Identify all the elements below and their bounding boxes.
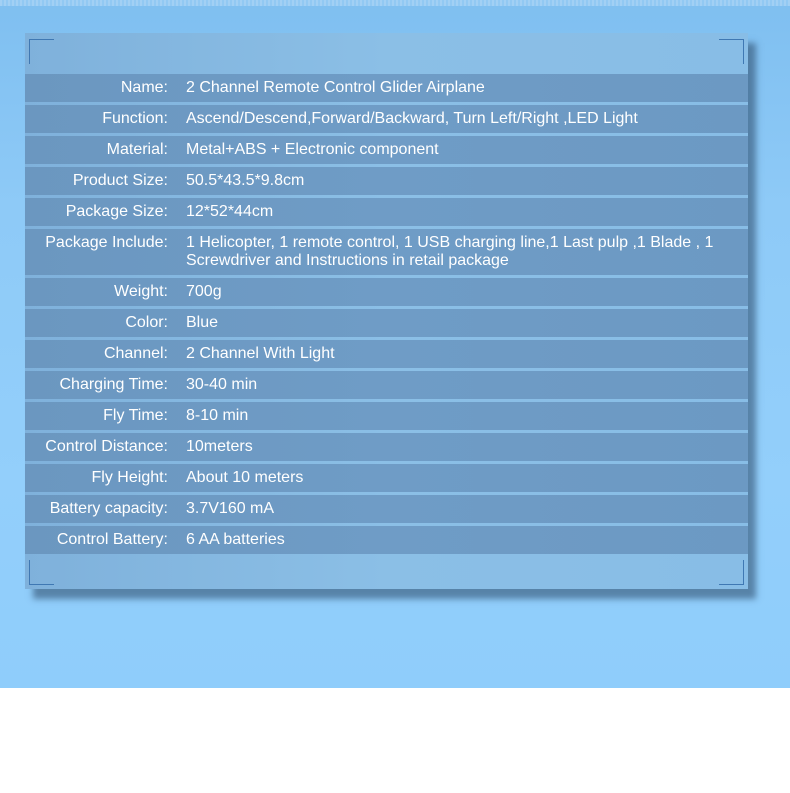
spec-label: Package Include: (45, 234, 168, 251)
spec-row-control-distance (25, 433, 748, 461)
spec-row-product-size (25, 167, 748, 195)
spec-row-color (25, 309, 748, 337)
spec-label: Control Battery: (56, 531, 168, 548)
spec-row-channel (25, 340, 748, 368)
spec-panel (25, 33, 748, 589)
spec-label: Function: (102, 110, 168, 127)
spec-value: Blue (186, 314, 219, 331)
spec-value: 2 Channel Remote Control Glider Airplane (186, 79, 485, 96)
spec-row-charging-time (25, 371, 748, 399)
spec-value: 3.7V160 mA (186, 500, 275, 517)
spec-label: Battery capacity: (49, 500, 168, 517)
top-stripe (0, 0, 790, 6)
spec-row-fly-time (25, 402, 748, 430)
corner-bracket-top-left (29, 39, 54, 64)
spec-value: 50.5*43.5*9.8cm (186, 172, 305, 189)
spec-value: 700g (186, 283, 222, 300)
corner-bracket-bottom-right (719, 560, 744, 585)
corner-bracket-bottom-left (29, 560, 54, 585)
spec-label: Material: (106, 141, 168, 158)
spec-row-weight (25, 278, 748, 306)
spec-label: Name: (120, 79, 168, 96)
spec-row-function (25, 105, 748, 133)
spec-value: 10meters (186, 438, 253, 455)
spec-row-battery-capacity (25, 495, 748, 523)
spec-label: Fly Height: (91, 469, 168, 486)
spec-value: Metal+ABS + Electronic component (186, 141, 439, 158)
spec-label: Color: (125, 314, 168, 331)
corner-bracket-top-right (719, 39, 744, 64)
spec-label: Charging Time: (59, 376, 168, 393)
spec-value: 1 Helicopter, 1 remote control, 1 USB charging line,1 Last pulp ,1 Blade , 1 Screwdriver and Instructions in retail package (186, 234, 714, 269)
spec-label: Fly Time: (103, 407, 168, 424)
spec-label: Control Distance: (45, 438, 168, 455)
spec-label: Channel: (103, 345, 168, 362)
spec-row-package-include (25, 229, 748, 275)
spec-row-material (25, 136, 748, 164)
spec-table (25, 74, 748, 557)
spec-label: Weight: (114, 283, 168, 300)
spec-value: 2 Channel With Light (186, 345, 335, 362)
spec-label: Product Size: (72, 172, 168, 189)
spec-value: 8-10 min (186, 407, 249, 424)
spec-row-fly-height (25, 464, 748, 492)
spec-value: Ascend/Descend,Forward/Backward, Turn Left/Right ,LED Light (186, 110, 638, 127)
spec-row-control-battery (25, 526, 748, 554)
spec-value: About 10 meters (186, 469, 304, 486)
spec-row-package-size (25, 198, 748, 226)
spec-label: Package Size: (65, 203, 168, 220)
spec-value: 30-40 min (186, 376, 258, 393)
spec-value: 6 AA batteries (186, 531, 285, 548)
spec-value: 12*52*44cm (186, 203, 274, 220)
spec-row-name (25, 74, 748, 102)
